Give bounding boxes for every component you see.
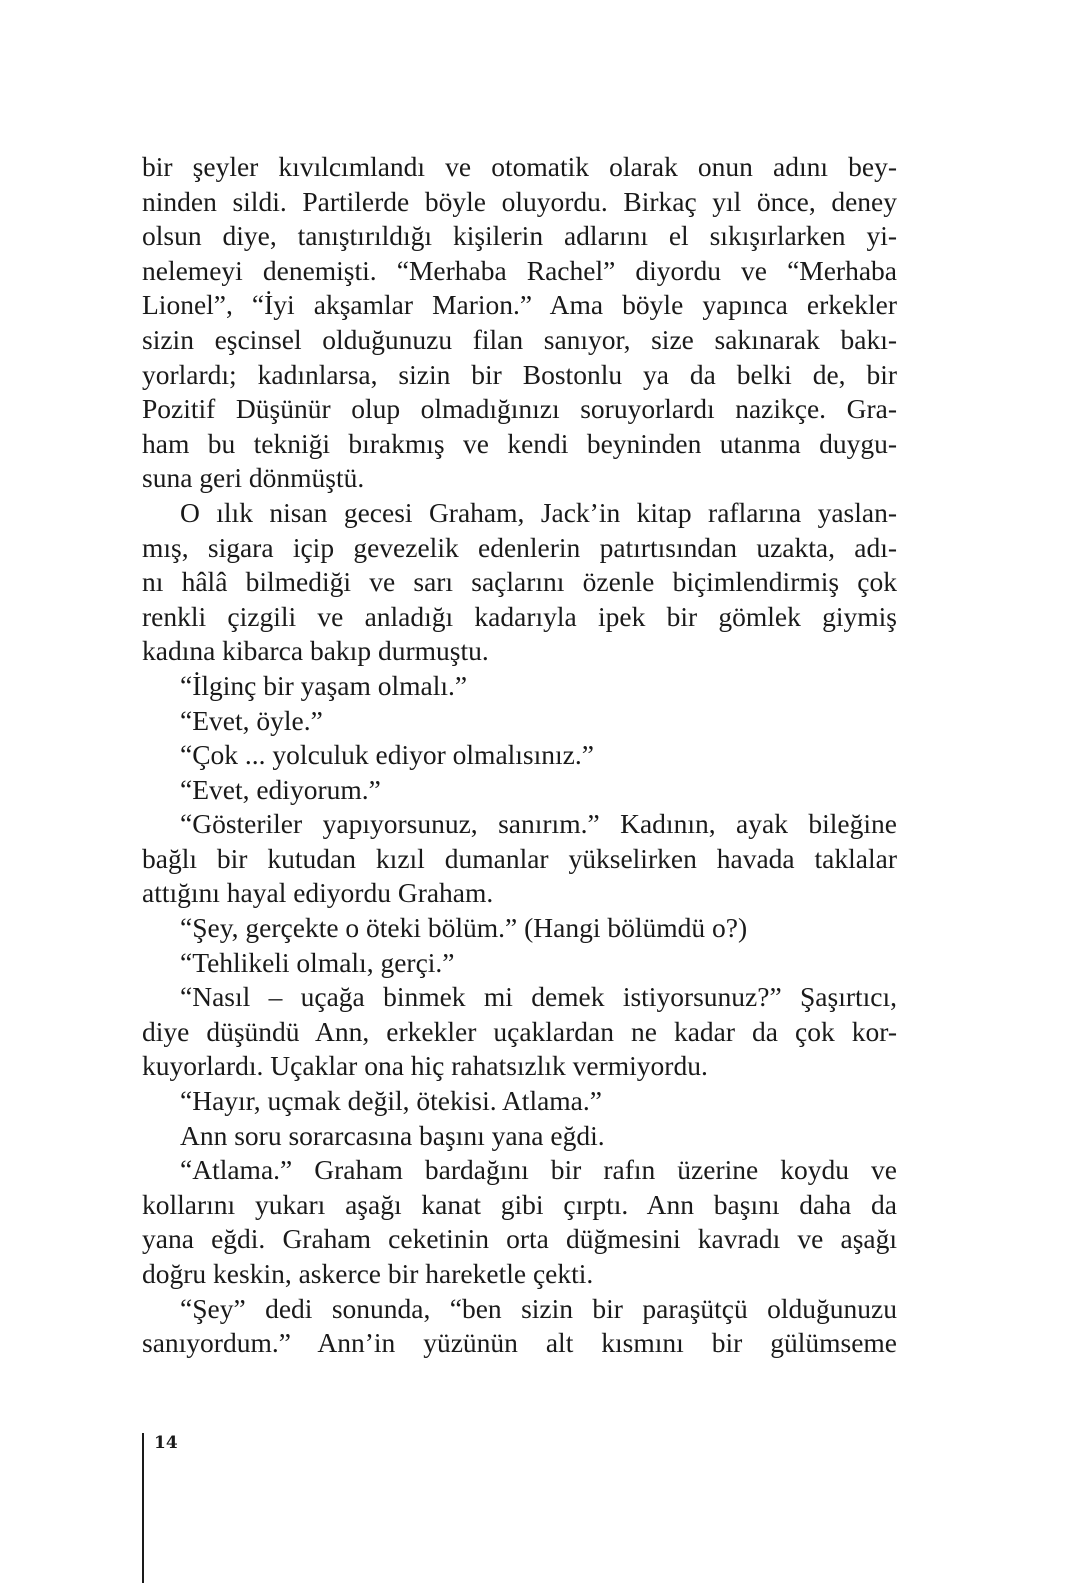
- text-line: yorlardı; kadınlarsa, sizin bir Bostonlu ya da belki de, bir: [142, 358, 897, 390]
- text-line: olsun diye, tanıştırıldığı kişilerin adlarını el sıkışırlarken yi-: [142, 220, 897, 252]
- text-line: “Şey” dedi sonunda, “ben sizin bir paraşütçü olduğunuzu: [180, 1292, 897, 1324]
- text-line: sizin eşcinsel olduğunuzu filan sanıyor, size sakınarak bakı-: [142, 323, 897, 355]
- page-number: 14: [154, 1433, 178, 1453]
- text-line: mış, sigara içip gevezelik edenlerin patırtısından uzakta, adı-: [142, 531, 897, 563]
- text-line: diye düşündü Ann, erkekler uçaklardan ne kadar da çok kor-: [142, 1015, 897, 1047]
- text-line: nı hâlâ bilmediği ve sarı saçlarını özenle biçimlendirmiş çok: [142, 566, 897, 598]
- text-line: “Şey, gerçekte o öteki bölüm.” (Hangi bölümdü o?): [180, 912, 748, 944]
- text-line: kuyorlardı. Uçaklar ona hiç rahatsızlık vermiyordu.: [142, 1050, 708, 1082]
- text-line: suna geri dönmüştü.: [142, 462, 365, 494]
- text-line: bağlı bir kutudan kızıl dumanlar yükselirken havada taklalar: [142, 842, 897, 874]
- text-line: sanıyordum.” Ann’in yüzünün alt kısmını bir gülümseme: [142, 1327, 897, 1359]
- text-line: “Gösteriler yapıyorsunuz, sanırım.” Kadının, ayak bileğine: [180, 808, 897, 840]
- text-line: “Atlama.” Graham bardağını bir rafın üzerine koydu ve: [180, 1154, 897, 1186]
- text-line: kollarını yukarı aşağı kanat gibi çırptı. Ann başını daha da: [142, 1188, 897, 1220]
- text-line: ham bu tekniği bırakmış ve kendi beyninden utanma duygu-: [142, 427, 897, 459]
- body-text: [142, 150, 897, 1361]
- text-line: “Çok ... yolculuk ediyor olmalısınız.”: [180, 739, 594, 771]
- text-line: “Evet, öyle.”: [180, 704, 323, 736]
- text-line: “Evet, ediyorum.”: [180, 773, 381, 805]
- text-line: “Tehlikeli olmalı, gerçi.”: [180, 946, 455, 978]
- text-line: “Hayır, uçmak değil, ötekisi. Atlama.”: [180, 1085, 602, 1117]
- text-line: attığını hayal ediyordu Graham.: [142, 877, 494, 909]
- text-line: Ann soru sorarcasına başını yana eğdi.: [180, 1119, 605, 1151]
- text-line: Pozitif Düşünür olup olmadığınızı soruyorlardı nazikçe. Gra-: [142, 393, 897, 425]
- text-line: “Nasıl – uçağa binmek mi demek istiyorsunuz?” Şaşırtıcı,: [180, 981, 897, 1013]
- text-line: Lionel”, “İyi akşamlar Marion.” Ama böyle yapınca erkekler: [142, 289, 897, 321]
- text-line: yana eğdi. Graham ceketinin orta düğmesini kavradı ve aşağı: [142, 1223, 897, 1255]
- footer-rule: [142, 1433, 144, 1583]
- text-line: bir şeyler kıvılcımlandı ve otomatik olarak onun adını bey-: [142, 151, 897, 182]
- text-line: nelemeyi denemişti. “Merhaba Rachel” diyordu ve “Merhaba: [142, 254, 897, 286]
- text-line: renkli çizgili ve anladığı kadarıyla ipek bir gömlek giymiş: [142, 600, 897, 632]
- text-line: O ılık nisan gecesi Graham, Jack’in kitap raflarına yaslan-: [180, 496, 897, 528]
- text-line: doğru keskin, askerce bir hareketle çekti.: [142, 1258, 594, 1289]
- text-line: kadına kibarca bakıp durmuştu.: [142, 635, 489, 667]
- text-line: ninden sildi. Partilerde böyle oluyordu. Birkaç yıl önce, deney: [142, 185, 897, 217]
- text-line: “İlginç bir yaşam olmalı.”: [180, 669, 468, 701]
